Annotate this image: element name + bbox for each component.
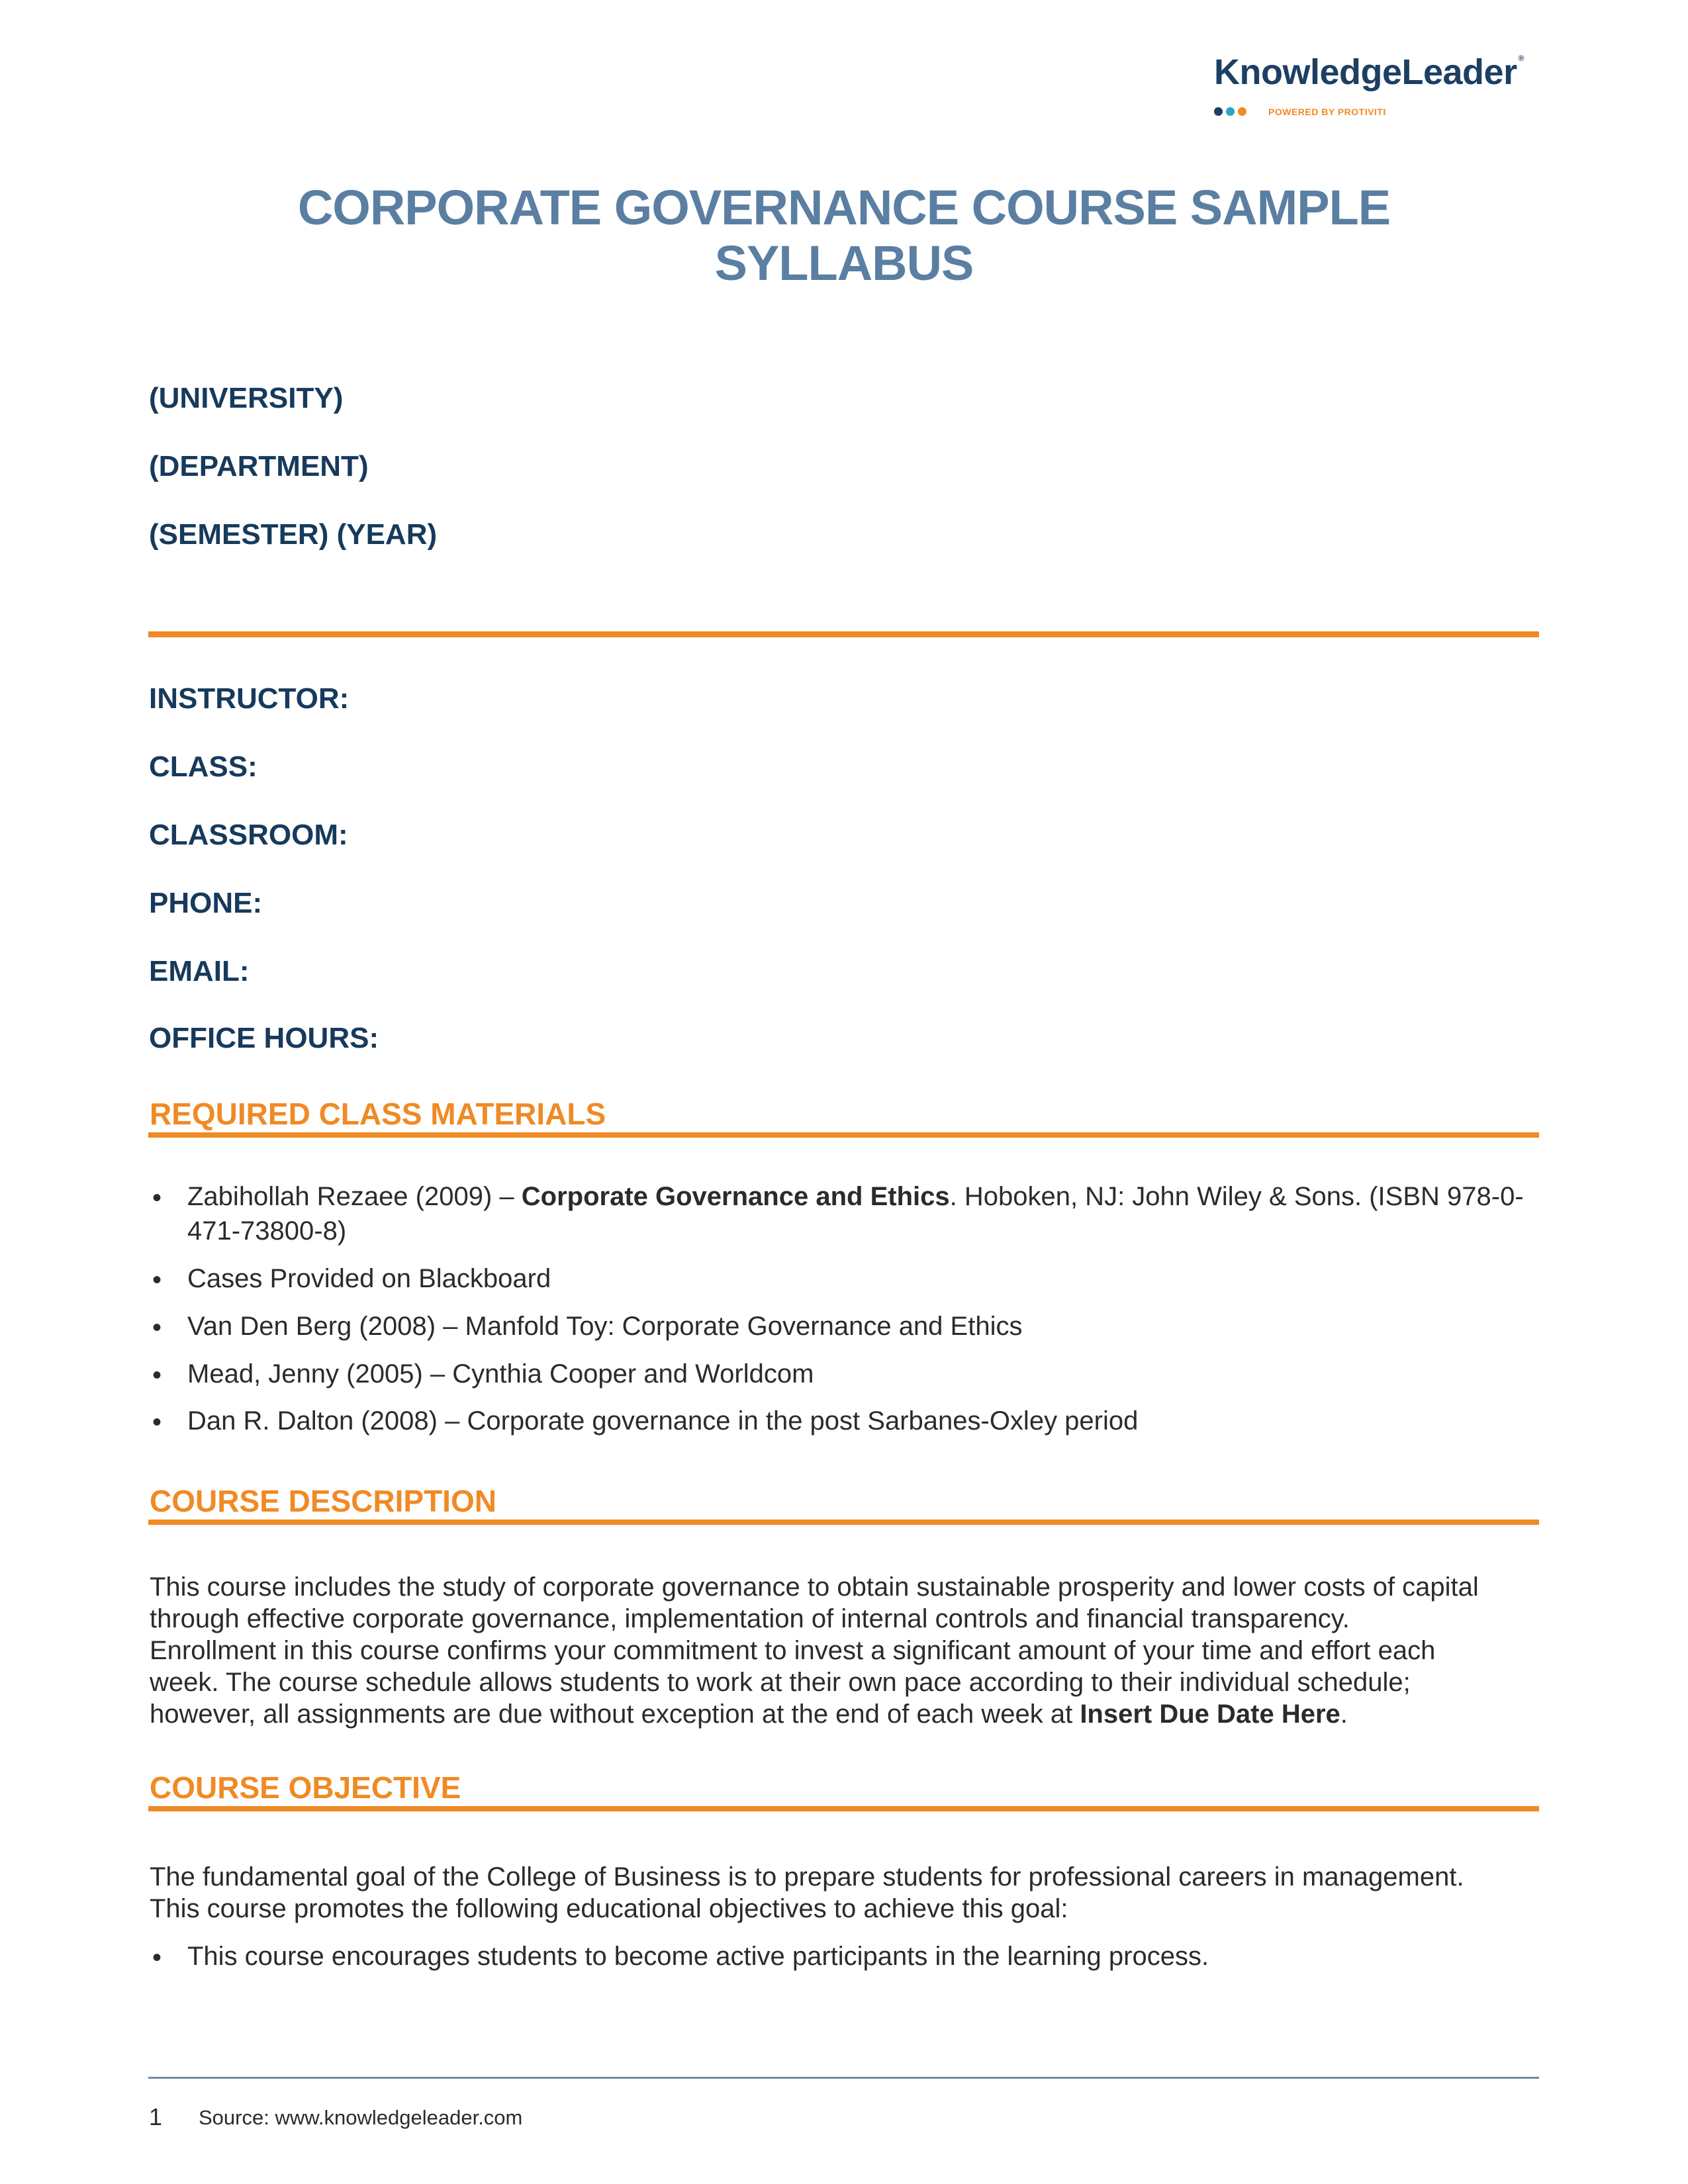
- class-label: CLASS:: [149, 751, 258, 783]
- section-divider: [148, 1806, 1539, 1811]
- material-item: Zabihollah Rezaee (2009) – Corporate Governance and Ethics. Hoboken, NJ: John Wiley & Sons. (ISBN 978-0-471-73800-8): [187, 1182, 1524, 1246]
- course-description-heading: COURSE DESCRIPTION: [150, 1484, 496, 1518]
- text-line: This course promotes the following educational objectives to achieve this goal:: [150, 1894, 1068, 1923]
- department-field: (DEPARTMENT): [149, 450, 369, 482]
- material-item: Cases Provided on Blackboard: [187, 1264, 551, 1293]
- text-line: week. The course schedule allows students to work at their own pace according to their individual schedule;: [150, 1668, 1411, 1697]
- section-divider: [148, 1520, 1539, 1525]
- email-label: EMAIL:: [149, 955, 250, 987]
- document-title-line-1: CORPORATE GOVERNANCE COURSE SAMPLE: [297, 180, 1391, 235]
- phone-label: PHONE:: [149, 887, 263, 919]
- required-materials-heading: REQUIRED CLASS MATERIALS: [150, 1097, 606, 1131]
- bullet-icon: •: [152, 1361, 162, 1390]
- logo-tagline: POWERED BY PROTIVITI: [1268, 106, 1386, 117]
- office-hours-label: OFFICE HOURS:: [149, 1022, 379, 1054]
- course-description-text: [150, 1571, 1546, 1730]
- text-line: This course includes the study of corporate governance to obtain sustainable prosperity and lower costs of capital: [150, 1572, 1479, 1602]
- logo-tagline-row: [1214, 106, 1386, 119]
- bullet-icon: •: [152, 1183, 162, 1212]
- section-divider: [148, 1132, 1539, 1138]
- semester-year-field: (SEMESTER) (YEAR): [149, 518, 438, 551]
- university-field: (UNIVERSITY): [149, 382, 344, 414]
- bullet-icon: •: [152, 1313, 162, 1342]
- bullet-icon: •: [152, 1943, 162, 1972]
- page-number: 1: [149, 2103, 163, 2130]
- text-line: through effective corporate governance, implementation of internal controls and financial transparency.: [150, 1604, 1350, 1633]
- material-item: Dan R. Dalton (2008) – Corporate governance in the post Sarbanes-Oxley period: [187, 1406, 1139, 1435]
- knowledgeleader-logo[interactable]: [1214, 54, 1538, 127]
- document-title-line-2: SYLLABUS: [714, 236, 974, 291]
- text-line: however, all assignments are due without exception at the end of each week at Insert Due Date Here.: [150, 1700, 1348, 1729]
- course-objective-heading: COURSE OBJECTIVE: [150, 1770, 461, 1805]
- course-objective-text: [150, 1861, 1546, 1925]
- bullet-icon: •: [152, 1408, 162, 1437]
- bullet-icon: •: [152, 1265, 162, 1295]
- classroom-label: CLASSROOM:: [149, 819, 348, 851]
- text-line: The fundamental goal of the College of Business is to prepare students for professional careers in management.: [150, 1862, 1464, 1891]
- objective-item: This course encourages students to become active participants in the learning process.: [187, 1942, 1209, 1971]
- text-line: Enrollment in this course confirms your commitment to invest a significant amount of your time and effort each: [150, 1636, 1436, 1665]
- header-divider: [148, 631, 1539, 637]
- logo-dot-icon: [1214, 107, 1223, 116]
- logo-dot-icon: [1238, 107, 1246, 116]
- footer-source: Source: www.knowledgeleader.com: [199, 2106, 523, 2129]
- instructor-label: INSTRUCTOR:: [149, 682, 350, 715]
- logo-wordmark: KnowledgeLeader ®: [1214, 52, 1524, 92]
- logo-dot-icon: [1226, 107, 1235, 116]
- due-date-placeholder: Insert Due Date Here: [1080, 1700, 1340, 1729]
- material-item: Van Den Berg (2008) – Manfold Toy: Corporate Governance and Ethics: [187, 1312, 1023, 1341]
- material-item: Mead, Jenny (2005) – Cynthia Cooper and Worldcom: [187, 1359, 814, 1388]
- footer-divider: [148, 2077, 1539, 2079]
